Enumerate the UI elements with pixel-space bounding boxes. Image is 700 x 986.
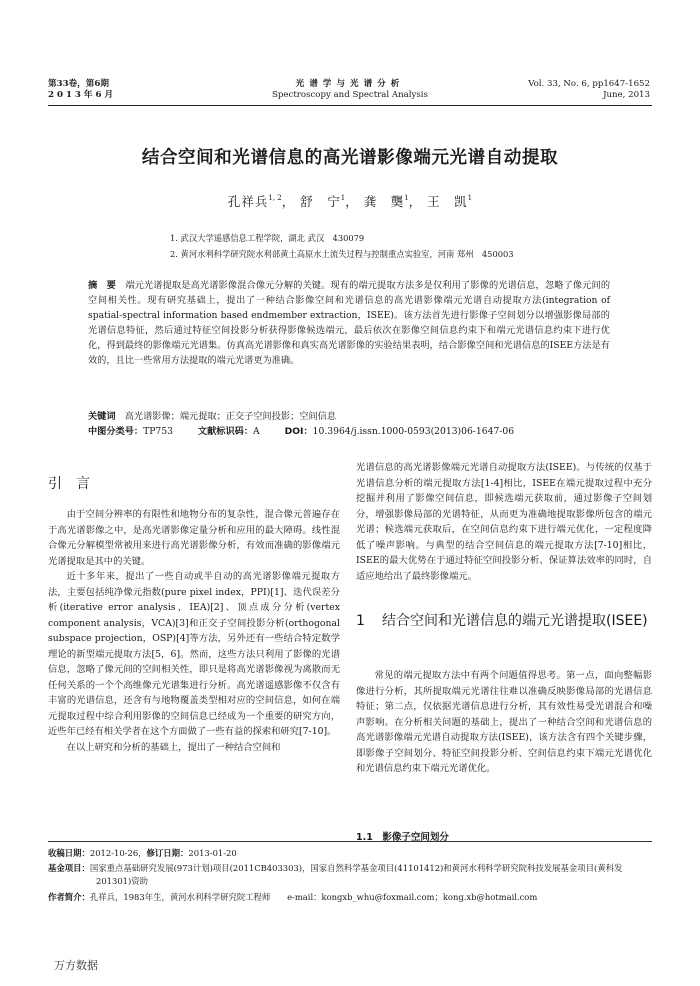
author-affil-sup: 1 [467, 194, 473, 202]
author-affil-sup: 1, 2 [268, 194, 282, 202]
intro-heading: 引言 [48, 476, 104, 492]
received-dates [48, 847, 652, 860]
received-label: 收稿日期： [48, 848, 90, 858]
section-title: 结合空间和光谱信息的端元光谱提取(ISEE) [382, 613, 648, 629]
author-affil-sup: 1 [404, 194, 409, 202]
author-name: 王 凯 [427, 194, 468, 209]
author-email: e-mail：kongxb_whu@foxmail.com；kong.xb@hotmail.com [287, 892, 538, 902]
keywords [88, 410, 610, 424]
fund-label: 基金项目： [48, 863, 90, 873]
author-bio [48, 891, 652, 904]
journal-name-en: Spectroscopy and Spectral Analysis [272, 90, 428, 100]
citation: Vol. 33, No. 6, pp1647-1652 [528, 79, 650, 89]
clc-code: TP753 [143, 426, 173, 437]
revised-label: 修订日期： [146, 848, 189, 858]
keywords-text: 高光谱影像；端元提取；正交子空间投影；空间信息 [124, 411, 337, 422]
intro-paragraph: 在以上研究和分析的基础上，提出了一种结合空间和 [66, 741, 281, 753]
received-date: 2012-10-26， [89, 848, 147, 858]
revised-date: 2013-01-20 [188, 848, 237, 858]
header-right [460, 79, 650, 101]
fund-note [48, 862, 652, 888]
issue-month: June, 2013 [603, 90, 650, 100]
classification-line [88, 425, 648, 439]
section-1-heading [356, 611, 652, 631]
intro-paragraph: 由于空间分辨率的有限性和地物分布的复杂性，混合像元普遍存在于高光谱影像之中，是高光谱影像定量分析和应用的最大障碍。线性混合像元分解模型常被用来进行高光谱影像分析，有效而准确的影像端元光谱提取是其中的关键。 [48, 509, 340, 567]
doc-code-label: 文献标识码： [197, 426, 254, 437]
intro-continued: 光谱信息的高光谱影像端元光谱自动提取方法(ISEE)。与传统的仅基于光谱信息分析的端元提取方法[1-4]相比，ISEE在端元提取过程中充分挖掘并利用了影像空间信息，即候选端元获取前，通过影像子空间划分，增强影像局部的光谱特征，从而更为准确地提取影像所包含的端元光谱；候选端元获取后，在空间信息约束下进行端元优化，一定程度降低了噪声影响。与典型的结合空间信息的端元提取方法[7-10]相比，ISEE的最大优势在于通过特征空间投影分析、保证算法效率的同时，自适应地给出了最终影像端元。 [356, 462, 652, 582]
issue-date: 2 0 1 3 年 6 月 [48, 90, 114, 100]
author-name: 龚 龑 [363, 194, 405, 209]
journal-name-cn: 光谱学与光谱分析 [295, 79, 405, 89]
author-name: 舒 宁 [300, 194, 341, 209]
intro-body [48, 507, 340, 755]
author-list: 孔祥兵$^{1, 2}$， 舒 宁$^1$， 龚 龑$^1$， 王 凯$^1$ [227, 194, 473, 209]
intro-paragraph: 近十多年来，提出了一些自动或半自动的高光谱影像端元提取方法，主要包括纯净像元指数(pure pixel index，PPI)[1]、迭代误差分析(iterative error analysis，IEA)[2]、顶点成分分析(vertex component analysis，VCA)[3]和正交子空间投影分析(orthogonal subspace projection，OSP)[4]等方法，另外还有一些结合特定数学理论的新型端元提取方法[5，6]。然而，这些方法只利用了影像的光谱信息，忽略了像元间的空间相关性，即只是将高光谱影像视为离散而无任何关系的一个个高维像元光谱集进行分析。高光谱遥感影像不仅含有丰富的光谱信息，还含有与地物覆盖类型相对应的空间信息，如何在端元提取过程中综合利用影像的空间信息已经成为一个重要的研究方向，近些年已经有相关学者在这个方面做了一些有益的探索和研究[7-10]。 [48, 571, 340, 737]
keywords-label: 关键词 [88, 411, 116, 422]
abstract-label: 摘 要 [88, 280, 116, 291]
author-affil-sup: 1 [340, 194, 346, 202]
volume-issue: 第33卷，第6期 [48, 79, 109, 89]
bio-text: 孔祥兵，1983年生，黄河水利科学研究院工程师 [89, 892, 271, 902]
watermark: 万方数据 [54, 959, 98, 972]
section-number: 1 [356, 613, 365, 629]
header-rule [48, 105, 652, 106]
bio-label: 作者简介： [48, 892, 90, 902]
affiliation-1: 1. 武汉大学遥感信息工程学院，湖北 武汉 430079 [170, 233, 365, 243]
affiliation-2: 2. 黄河水利科学研究院水利部黄土高原水土流失过程与控制重点实验室，河南 郑州 450003 [170, 249, 514, 259]
section-paragraph: 常见的端元提取方法中有两个问题值得思考。第一点，面向整幅影像进行分析，其所提取端元光谱往往难以准确反映影像局部的光谱信息特征；第二点，仅依据光谱信息进行分析，其有效性易受光谱混合和噪声影响。在分析相关问题的基础上，提出了一种结合空间和光谱信息的高光谱影像端元光谱自动提取方法(ISEE)，该方法含有四个关键步骤，即影像子空间划分、特征空间投影分析、空间信息约束下端元光谱优化和光谱信息约束下端元光谱优化。 [356, 670, 652, 774]
subsection-heading: 1.1 影像子空间划分 [356, 832, 449, 843]
doi: 10.3964/j.issn.1000-0593(2013)06-1647-06 [312, 426, 515, 437]
footnote-rule [48, 841, 652, 842]
doi-label: DOI： [284, 426, 313, 437]
header-left [48, 79, 198, 101]
fund-text: 国家重点基础研究发展(973计划)项目(2011CB403303)，国家自然科学基金项目(41101412)和黄河水利科学研究院科技发展基金项目(黄科发201301)资助 [89, 863, 623, 886]
section-1-body [356, 668, 652, 777]
author-name: 孔祥兵 [227, 194, 269, 209]
abstract-text: 端元光谱提取是高光谱影像混合像元分解的关键。现有的端元提取方法多是仅利用了影像的光谱信息，忽略了像元间的空间相关性。现有研究基础上，提出了一种结合影像空间和光谱信息的高光谱影像端元光谱自动提取方法(integration of spatial-spectral information based endmember extraction，ISEE)。该方法首先进行影像子空间划分以增强影像局部的光谱信息特征，然后通过特征空间投影分析获得影像候选端元，最后依次在影像空间信息约束下和端元光谱信息约束下进行优化，得到最终的影像端元光谱集。仿真高光谱影像和真实高光谱影像的实验结果表明，结合影像空间和光谱信息的ISEE方法是有效的，且比一些常用方法提取的端元光谱更为准确。 [88, 280, 611, 366]
abstract [88, 278, 610, 368]
doc-code: A [253, 426, 260, 437]
header-center [220, 79, 480, 101]
paper-title: 结合空间和光谱信息的高光谱影像端元光谱自动提取 [141, 148, 559, 168]
clc-label: 中图分类号： [88, 426, 144, 437]
